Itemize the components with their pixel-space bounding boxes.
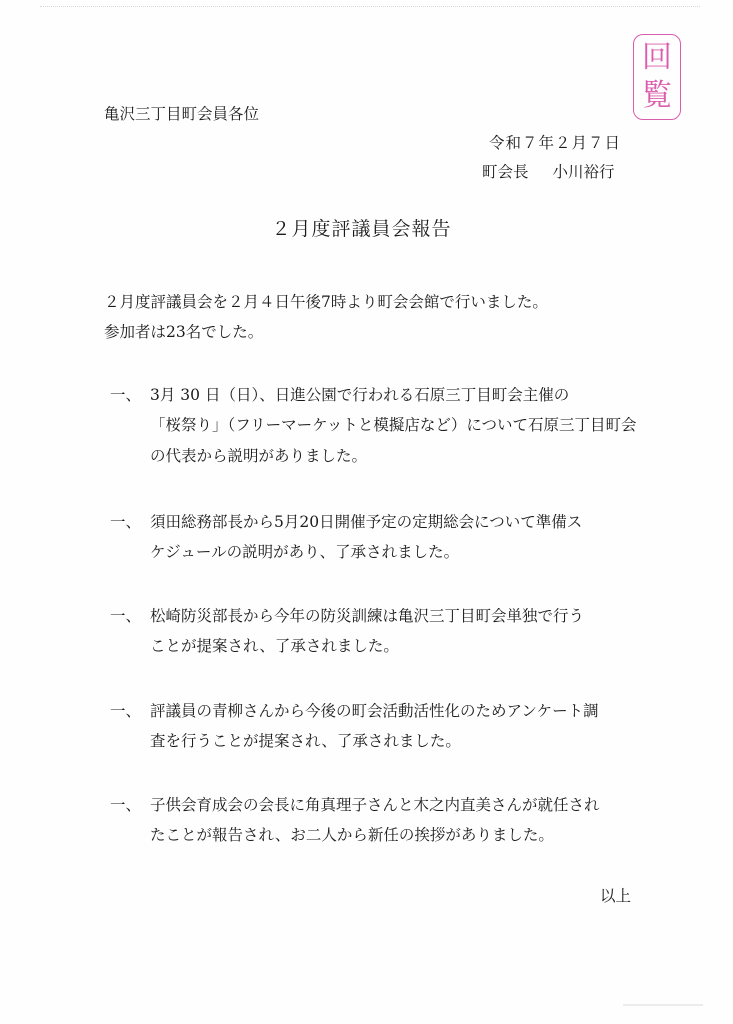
item-5-line-2: たことが報告され、お二人から新任の挨拶がありました。 (150, 826, 554, 844)
item-bullet: 一、 (110, 796, 142, 814)
item-3-line-2: ことが提案され、了承されました。 (150, 637, 399, 655)
item-4-line-1: 評議員の青柳さんから今後の町会活動活性化のためアンケート調 (150, 702, 599, 720)
stamp-char-1: 回 (642, 40, 672, 75)
item-3-line-1: 松崎防災部長から今年の防災訓練は亀沢三丁目町会単独で行う (150, 607, 585, 625)
item-2-line-2: ケジュールの説明があり、了承されました。 (150, 543, 460, 561)
item-1-line-1: 3月 30 日（日）、日進公園で行われる石原三丁目町会主催の (150, 386, 570, 404)
item-bullet: 一、 (110, 386, 142, 404)
document-title-text: ２月度評議員会報告 (271, 218, 452, 240)
sender-name: 小川裕行 (552, 163, 615, 181)
item-bullet: 一、 (110, 513, 142, 531)
document-date: 令和７年２月７日 (489, 134, 622, 152)
intro-line-2: 参加者は23名でした。 (104, 323, 264, 341)
item-bullet: 一、 (110, 702, 142, 720)
sender (482, 162, 615, 182)
item-1-line-3: の代表から説明がありました。 (150, 447, 368, 465)
kairan-stamp (633, 34, 681, 120)
item-2-line-1: 須田総務部長から5月20日開催予定の定期総会について準備ス (150, 513, 583, 531)
sender-title: 町会長 (482, 163, 529, 181)
item-bullet: 一、 (110, 607, 142, 625)
item-5-line-1: 子供会育成会の会長に角真理子さんと木之内直美さんが就任され (150, 796, 600, 814)
document-title (0, 214, 733, 241)
item-4-line-2: 査を行うことが提案され、了承されました。 (150, 732, 461, 750)
closing-ijou: 以上 (600, 887, 632, 905)
addressee: 亀沢三丁目町会員各位 (104, 105, 260, 123)
stamp-char-2: 覧 (642, 78, 672, 113)
scan-edge-artifact (40, 0, 700, 7)
intro-line-1: ２月度評議員会を２月４日午後7時より町会会館で行いました。 (104, 293, 548, 311)
item-1-line-2: 「桜祭り」（フリーマーケットと模擬店など）について石原三丁目町会 (150, 416, 637, 434)
scan-edge-artifact-bottom (623, 1004, 703, 1006)
